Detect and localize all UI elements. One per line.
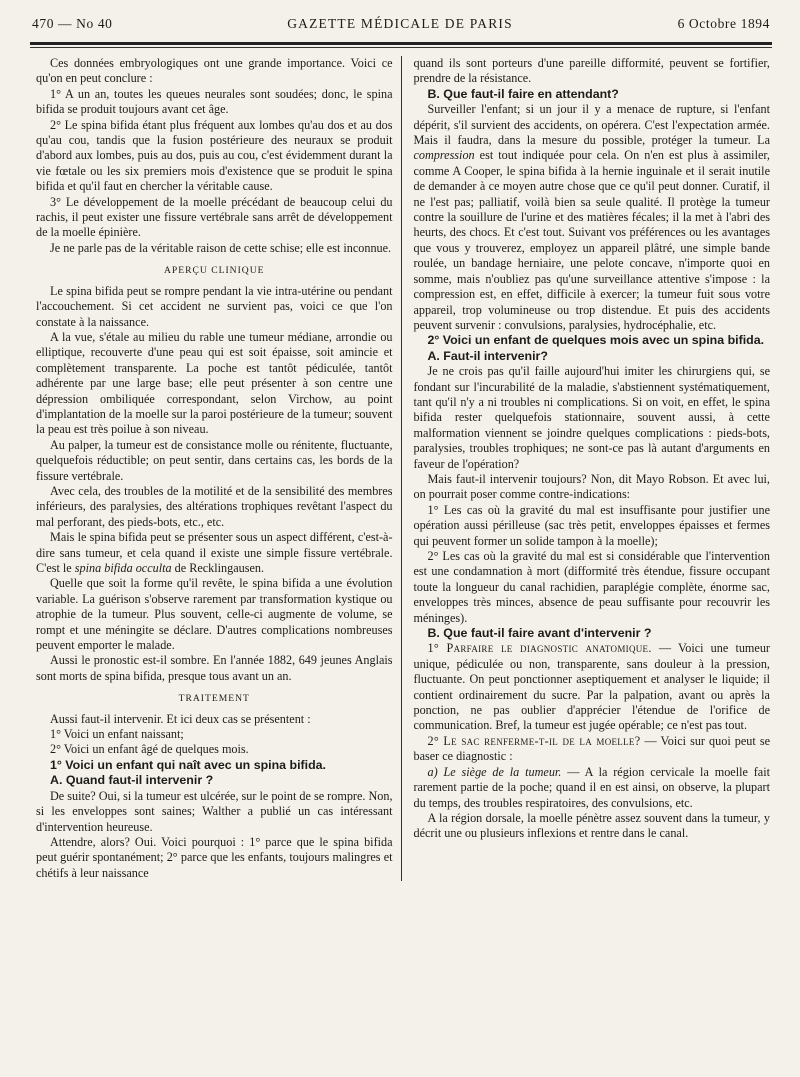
subheading: A. Faut-il intervenir? [427,348,548,363]
paragraph: 2° Voici un enfant âgé de quelques mois. [50,742,249,757]
paragraph: 2° Les cas où la gravité du mal est si considérable que l'intervention est une condamnation à mort (difformité très étendue, fissure occupant toute la longueur du canal rachidien, paraplégie complète, énorme sac, enveloppes très minces, absence de peau suffisante pour recouvrir les méninges). [413,549,770,625]
subheading: B. Que faut-il faire en attendant? [427,86,619,101]
paragraph: 2° Le sac renferme-t-il de la moelle? — Voici sur quoi peut se baser ce diagnostic : [413,733,770,764]
paragraph: Ces données embryologiques ont une grande importance. Voici ce qu'on en peut conclure : [36,56,393,86]
subheading: B. Que faut-il faire avant d'intervenir ? [427,626,652,641]
paragraph: Attendre, alors? Oui. Voici pourquoi : 1° parce que le spina bifida peut guérir spontanément; 2° parce que les enfants, toujours malingres et chétifs à leur naissance [36,834,393,880]
paragraph: a) Le siège de la tumeur. — A la région cervicale la moelle fait rarement partie de la poche; quand il en est ainsi, on observe, la plupart du temps, des troubles respiratoires, des convulsions, etc. [413,764,770,810]
section-heading-clinique: APERÇU CLINIQUE [163,265,265,277]
paragraph: Le spina bifida peut se rompre pendant la vie intra-utérine ou pendant l'accouchement. Si cet accident ne survient pas, voici ce que l'on constate à la naissance. [36,283,393,329]
paragraph: Aussi faut-il intervenir. Et ici deux cas se présentent : [50,711,311,726]
paragraph: De suite? Oui, si la tumeur est ulcérée, sur le point de se rompre. Non, si les enveloppes sont saines; Walther a publié un cas intéressant d'intervention heureuse. [36,788,393,834]
paragraph: 3° Le développement de la moelle précédant de beaucoup celui du rachis, il peut exister une fissure vertébrale sans arrêt de développement de la moelle épinière. [36,194,393,240]
issue-date: 6 Octobre 1894 [677,16,770,31]
paragraph: 1° Les cas où la gravité du mal est insuffisante pour justifier une opération aussi périlleuse (sac très petit, enveloppes épaisses et fermes qui peuvent former un solide tampon à la moelle); [413,502,770,548]
left-column [24,56,401,881]
header-rule-thin [30,47,772,48]
paragraph: 2° Le spina bifida étant plus fréquent aux lombes qu'au dos et au dos qu'au cou, tandis que la fusion postérieure des neuraux se produit d'abord aux lombes, puis au dos, puis au cou, c'est évidemment durant la vie fœtale ou les six premiers mois d'existence que se produit le spina bifida et qu'il faut en chercher la véritable cause. [36,117,393,194]
paragraph: Je ne crois pas qu'il faille aujourd'hui imiter les chirurgiens qui, se fondant sur l'incurabilité de la maladie, s'abstiennent systématiquement, tant qu'il n'y a ni troubles ni complications. Si on voit, en effet, le spina bifida rester quelquefois stationnaire, souvent aussi, à cette malformation viennent se joindre quelques complications : pieds-bots, paralysies, troubles trophiques; ne sont-ce pas là autant d'arguments en faveur de l'opération? [413,364,770,471]
paragraph: Je ne parle pas de la véritable raison de cette schise; elle est inconnue. [50,240,392,255]
subheading: 2° Voici un enfant de quelques mois avec un spina bifida. [427,333,765,348]
subheading: 1° Voici un enfant qui naît avec un spina bifida. [50,757,326,772]
subheading: A. Quand faut-il intervenir ? [50,773,214,788]
section-heading-traitement: TRAITEMENT [178,693,250,705]
paragraph: 1° Parfaire le diagnostic anatomique. — Voici une tumeur unique, pédiculée ou non, transparente, sans douleur à la pression, fluctuante. On peut ponctionner aseptiquement et analyser le liquide; il contient ordinairement du sucre. Par la palpation, avant ou après la ponction, ne pas oublier d'apprécier l'étendue de l'orifice de communication. Bref, la tumeur est jugée opérable; ce n'est pas tout. [413,641,770,733]
right-column [401,56,776,881]
paragraph: 1° Voici un enfant naissant; [50,727,184,742]
journal-title: GAZETTE MÉDICALE DE PARIS [287,16,513,31]
running-header [24,14,776,36]
paragraph: quand ils sont porteurs d'une pareille difformité, peuvent se fortifier, prendre de la résistance. [413,56,770,86]
paragraph: Mais faut-il intervenir toujours? Non, dit Mayo Robson. Et avec lui, on pourrait poser comme contre-indications: [413,471,770,502]
header-rule [30,42,772,45]
paragraph: Aussi le pronostic est-il sombre. En l'année 1882, 649 jeunes Anglais sont morts de spina bifida, presque tous avant un an. [36,653,393,683]
page-number: 470 — No 40 [32,16,113,31]
paragraph: Quelle que soit la forme qu'il revête, le spina bifida a une évolution variable. La guérison s'observe rarement par transformation kystique ou atrophie de la tumeur. Plus souvent, celle-ci augmente de volume, se rompt et une méningite se déclare. D'autres complications nombreuses peuvent emporter le malade. [36,576,393,653]
paragraph: Au palper, la tumeur est de consistance molle ou rénitente, fluctuante, quelquefois réductible; on peut sentir, dans certains cas, les bords de la fissure vertébrale. [36,437,393,483]
paragraph: A la région dorsale, la moelle pénètre assez souvent dans la tumeur, y décrit une ou plusieurs inflexions et rentre dans le canal. [413,810,770,841]
paragraph: Surveiller l'enfant; si un jour il y a menace de rupture, si l'enfant dépérit, s'il survient des accidents, on opérera. C'est l'expectation armée. Mais il faudra, dans la mesure du possible, protéger la tumeur. La compression est tout indiquée pour cela. On n'en est plus à assimiler, comme A Cooper, le spina bifida à la hernie inguinale et il serait inutile de demander à ce moyen autre chose que ce qu'il peut donner. Curatif, il ne l'est pas; palliatif, voilà bien sa seule qualité. Il protège la tumeur contre la souillure de l'urine et des matières fécales; il la met à l'abri des heurts, des chocs. Et c'est tout. Suivant vos préférences ou les avantages que vous y trouverez, employez un appareil plâtré, une simple bande roulée, un bandage herniaire, une pelote concave, n'importe quoi en somme, mais n'oubliez pas qu'une surveillance attentive s'impose : la compression est, en effet, difficile à exercer; la tumeur fuit sous votre appareil, trop volumineuse ou trop distendue. Et puis des accidents peuvent survenir : convulsions, paralysies, hydrocéphalie, etc. [413,102,770,332]
article-body [24,56,776,881]
paragraph: Mais le spina bifida peut se présenter sous un aspect différent, c'est-à-dire sans tumeur, et cela quand il existe une simple fissure vertébrale. C'est le spina bifida occulta de Recklingausen. [36,530,393,575]
paragraph: A la vue, s'étale au milieu du rable une tumeur médiane, arrondie ou elliptique, recouverte d'une peau qui est soit épaisse, soit amincie et complètement transparente. La poche est tantôt pédiculée, tantôt adhérente par une large base; elle peut présenter à son centre une dépression ombiliquée correspondant, selon Virchow, au point d'implantation de la moelle sur la paroi postérieure de la tumeur; souvent la peau est très poilue à son niveau. [36,329,393,437]
paragraph: 1° A un an, toutes les queues neurales sont soudées; donc, le spina bifida se produit toujours avant cet âge. [36,86,393,117]
paragraph: Avec cela, des troubles de la motilité et de la sensibilité des membres inférieurs, des paralysies, des altérations trophiques revêtant l'aspect du mal perforant, des pieds-bots, etc., etc. [36,483,393,529]
